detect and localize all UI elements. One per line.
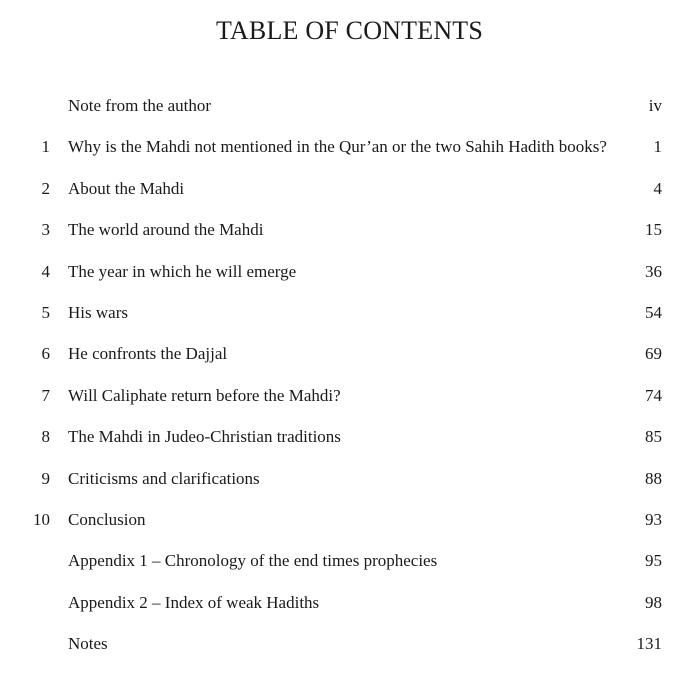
toc-entry-title: Why is the Mahdi not mentioned in the Qur’an or the two Sahih Hadith books? bbox=[68, 137, 607, 157]
toc-entry-page: 131 bbox=[636, 634, 662, 654]
toc-entry bbox=[0, 459, 699, 500]
toc-entry-title: Notes bbox=[68, 634, 108, 654]
toc-entry-number: 3 bbox=[41, 220, 50, 240]
toc-entry bbox=[0, 86, 699, 127]
toc-entry-page: 54 bbox=[645, 302, 662, 322]
toc-entry-page: 95 bbox=[645, 551, 662, 571]
toc-entry bbox=[0, 252, 699, 293]
toc-list bbox=[0, 86, 699, 665]
toc-entry-title: Appendix 1 – Chronology of the end times prophecies bbox=[68, 551, 438, 571]
toc-entry-title: Appendix 2 – Index of weak Hadiths bbox=[68, 592, 320, 612]
toc-entry bbox=[0, 127, 699, 168]
toc-entry-number: 4 bbox=[41, 261, 50, 281]
toc-entry-title: He confronts the Dajjal bbox=[68, 344, 228, 364]
toc-entry-number: 5 bbox=[41, 302, 50, 322]
toc-entry-page: 98 bbox=[645, 592, 662, 612]
toc-entry-page: 88 bbox=[645, 468, 662, 488]
toc-entry-number: 9 bbox=[41, 468, 50, 488]
toc-entry-title: The year in which he will emerge bbox=[68, 261, 297, 281]
toc-entry bbox=[0, 169, 699, 210]
toc-entry-page: 1 bbox=[653, 137, 662, 157]
toc-entry-page: iv bbox=[648, 96, 662, 115]
toc-entry-title: The Mahdi in Judeo-Christian traditions bbox=[68, 427, 341, 447]
toc-entry bbox=[0, 376, 699, 417]
toc-entry-title: About the Mahdi bbox=[68, 178, 185, 198]
page-title: TABLE OF CONTENTS bbox=[215, 16, 484, 45]
toc-entry-number: 1 bbox=[41, 137, 50, 157]
toc-entry bbox=[0, 417, 699, 458]
toc-entry-number: 8 bbox=[41, 427, 50, 447]
toc-entry-title: Will Caliphate return before the Mahdi? bbox=[68, 385, 341, 405]
toc-entry-title: Criticisms and clarifications bbox=[68, 468, 260, 488]
toc-entry-title: Note from the author bbox=[68, 96, 212, 115]
toc-entry bbox=[0, 624, 699, 665]
toc-entry-page: 36 bbox=[645, 261, 662, 281]
toc-entry bbox=[0, 583, 699, 624]
toc-entry-page: 74 bbox=[645, 385, 662, 405]
toc-entry-page: 4 bbox=[653, 178, 662, 198]
toc-entry-page: 69 bbox=[645, 344, 662, 364]
toc-entry-page: 93 bbox=[645, 509, 662, 529]
toc-entry-title: Conclusion bbox=[68, 509, 146, 529]
toc-entry bbox=[0, 293, 699, 334]
toc-entry bbox=[0, 541, 699, 582]
toc-entry bbox=[0, 334, 699, 375]
toc-entry-number: 7 bbox=[41, 385, 50, 405]
toc-entry-page: 15 bbox=[645, 220, 662, 240]
toc-entry-number: 10 bbox=[33, 509, 50, 529]
toc-entry bbox=[0, 500, 699, 541]
toc-entry-title: His wars bbox=[68, 302, 128, 322]
toc-entry-number: 6 bbox=[41, 344, 50, 364]
toc-entry-page: 85 bbox=[645, 427, 662, 447]
toc-entry-title: The world around the Mahdi bbox=[68, 220, 264, 240]
toc-entry-number: 2 bbox=[41, 178, 50, 198]
toc-entry bbox=[0, 210, 699, 251]
